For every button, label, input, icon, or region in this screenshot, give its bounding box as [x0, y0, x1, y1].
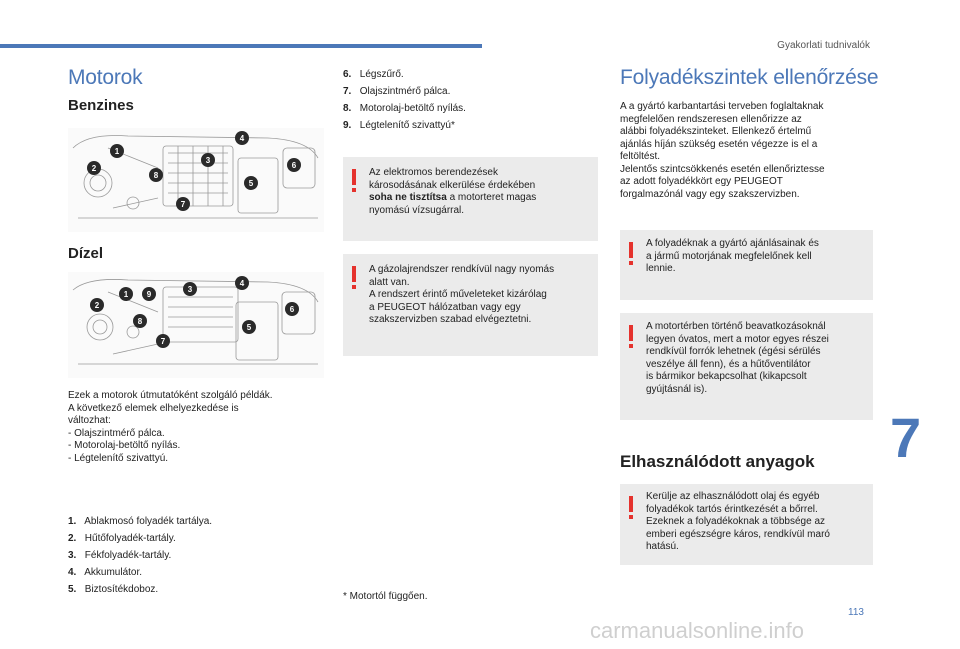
- svg-text:3: 3: [205, 156, 211, 165]
- warning-exclamation-icon: [351, 169, 357, 193]
- svg-text:1: 1: [114, 147, 120, 156]
- svg-text:1: 1: [123, 290, 129, 299]
- marker-7: [176, 197, 190, 211]
- marker-3: [201, 153, 215, 167]
- svg-text:2: 2: [94, 301, 100, 310]
- marker-2: [90, 298, 104, 312]
- list-item: 6. Légszűrő.: [343, 69, 404, 80]
- chapter-number: 7: [890, 406, 922, 469]
- svg-text:5: 5: [246, 323, 252, 332]
- list-item: 5. Biztosítékdoboz.: [68, 584, 159, 595]
- marker-4: [235, 131, 249, 145]
- svg-text:7: 7: [180, 200, 186, 209]
- svg-text:2: 2: [91, 164, 97, 173]
- list-item: 9. Légtelenítő szivattyú*: [343, 120, 455, 131]
- marker-3: [183, 282, 197, 296]
- svg-text:3: 3: [187, 285, 193, 294]
- subtitle-diesel: Dízel: [68, 245, 104, 262]
- svg-text:9: 9: [146, 290, 152, 299]
- engine-intro-text: Ezek a motorok útmutatóként szolgáló példák. A következő elemek elhelyezkedése is változhat: - Olajszintmérő pálca. - Motorolaj-betöltő nyílás. - Légtelenítő szivattyú.: [68, 390, 273, 464]
- svg-text:4: 4: [239, 279, 245, 288]
- components-list-left: [68, 513, 212, 598]
- warning-exclamation-icon: [628, 496, 634, 520]
- svg-text:7: 7: [160, 337, 166, 346]
- title-fluid-levels: Folyadékszintek ellenőrzése: [620, 66, 879, 89]
- marker-1: [110, 144, 124, 158]
- svg-text:6: 6: [289, 305, 295, 314]
- warning-exclamation-icon: [628, 325, 634, 349]
- marker-5: [244, 176, 258, 190]
- marker-9: [142, 287, 156, 301]
- svg-text:8: 8: [153, 171, 159, 180]
- page-number: 113: [848, 607, 864, 618]
- footnote: * Motortól függően.: [343, 591, 428, 602]
- warning-box-hot-engine: A motortérben történő beavatkozásoknál legyen óvatos, mert a motor egyes részei rendkívül forrók lehetnek (égési sérülés veszélye áll fenn), és a hűtőventilátor is bármikor bekapcsolhat (kikapcsolt gyújtásnál is).: [620, 313, 873, 420]
- title-used-materials: Elhasználódott anyagok: [620, 452, 815, 471]
- fluid-levels-intro: A a gyártó karbantartási terveben foglaltaknak megfelelően rendszeresen ellenőrizze az alábbi folyadékszinteket. Ellenkező értelmű ajánlás híján szükség esetén végezze is el a feltöltést. Jelentős szintcsökkenés esetén ellenőriztesse az adott folyadékkört egy PEUGEOT forgalmazónál vagy egy szakszervizben.: [620, 101, 825, 200]
- warning-box-fluid-spec: A folyadéknak a gyártó ajánlásainak és a jármű motorjának megfelelőnek kell lennie.: [620, 230, 873, 300]
- warning-box-diesel: A gázolajrendszer rendkívül nagy nyomás alatt van. A rendszert érintő műveleteket kizárólag a PEUGEOT hálózatban vagy egy szakszervizben szabad elvégeztetni.: [343, 254, 598, 356]
- marker-5: [242, 320, 256, 334]
- warning-box-cleaning: Az elektromos berendezések károsodásának elkerülése érdekében soha ne tisztítsa a motorteret magas nyomású vízsugárral.: [343, 157, 598, 241]
- marker-2: [87, 161, 101, 175]
- svg-text:8: 8: [137, 317, 143, 326]
- page-title-engines: Motorok: [68, 66, 143, 89]
- marker-8: [133, 314, 147, 328]
- marker-8: [149, 168, 163, 182]
- svg-text:6: 6: [291, 161, 297, 170]
- list-item: 8. Motorolaj-betöltő nyílás.: [343, 103, 466, 114]
- marker-7: [156, 334, 170, 348]
- subtitle-petrol: Benzines: [68, 97, 134, 114]
- marker-6: [285, 302, 299, 316]
- section-header: Gyakorlati tudnivalók: [777, 40, 870, 51]
- marker-4: [235, 276, 249, 290]
- list-item: 1. Ablakmosó folyadék tartálya.: [68, 516, 213, 527]
- petrol-engine-diagram: [68, 128, 324, 232]
- marker-6: [287, 158, 301, 172]
- svg-text:4: 4: [239, 134, 245, 143]
- svg-text:5: 5: [248, 179, 254, 188]
- warning-exclamation-icon: [351, 266, 357, 290]
- list-item: 4. Akkumulátor.: [68, 567, 143, 578]
- warning-box-used-oil: Kerülje az elhasználódott olaj és egyéb folyadékok tartós érintkezését a bőrrel. Ezeknek a folyadékoknak a többsége az emberi egészségre káros, rendkívül maró hatású.: [620, 484, 873, 565]
- diesel-engine-diagram: [68, 272, 324, 378]
- warning-exclamation-icon: [628, 242, 634, 266]
- list-item: 3. Fékfolyadék-tartály.: [68, 550, 172, 561]
- watermark: carmanualsonline.info: [590, 618, 805, 643]
- components-list-middle: [343, 66, 466, 134]
- list-item: 2. Hűtőfolyadék-tartály.: [68, 533, 176, 544]
- marker-1: [119, 287, 133, 301]
- header-accent-bar: [0, 44, 482, 48]
- list-item: 7. Olajszintmérő pálca.: [343, 86, 451, 97]
